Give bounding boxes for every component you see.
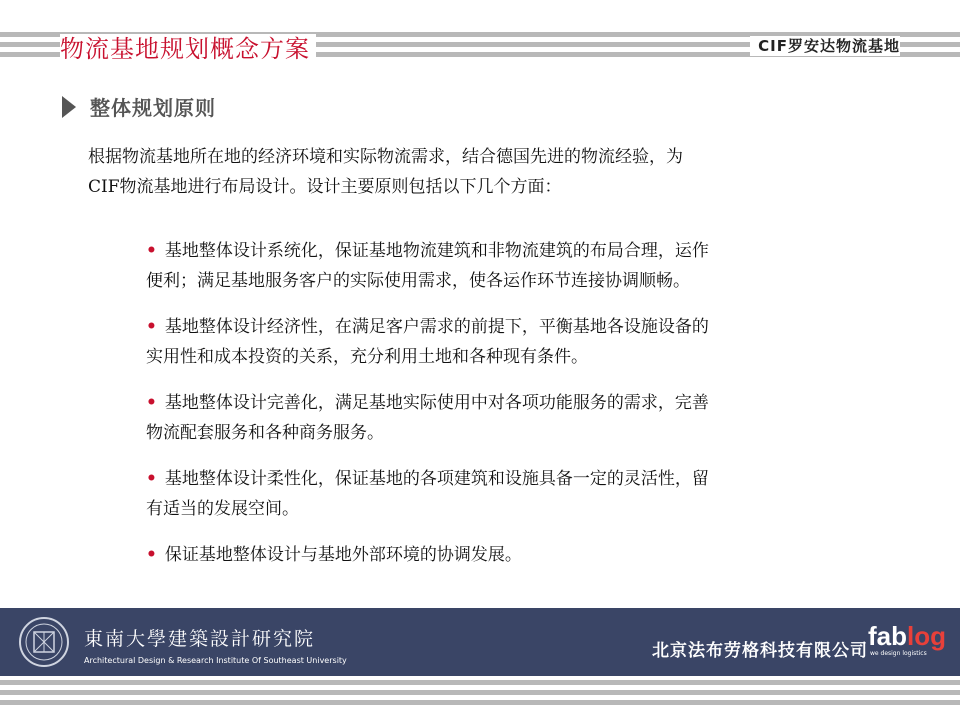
list-item-text: 基地整体设计经济性，在满足客户需求的前提下，平衡基地各设施设备的 (164, 317, 709, 337)
bullet-icon: • (146, 317, 157, 337)
list-item (146, 312, 868, 372)
principles-list (146, 236, 868, 586)
list-item-text: 基地整体设计柔性化，保证基地的各项建筑和设施具备一定的灵活性，留 (164, 469, 709, 489)
logo-log: log (907, 621, 946, 651)
list-item-text: 基地整体设计系统化，保证基地物流建筑和非物流建筑的布局合理，运作 (164, 241, 709, 261)
institute-name-cn: 東南大學建築設計研究院 (84, 628, 316, 650)
section-heading (62, 92, 216, 121)
bullet-icon: • (146, 241, 157, 261)
logo-tagline: we design logistics (870, 650, 927, 657)
list-item-text: 便利；满足基地服务客户的实际使用需求，使各运作环节连接协调顺畅。 (146, 271, 690, 291)
project-brand: CIF罗安达物流基地 (750, 36, 900, 56)
intro-line: CIF物流基地进行布局设计。设计主要原则包括以下几个方面： (88, 177, 562, 197)
footer-bar (0, 608, 960, 676)
logo-fab: fab (868, 621, 907, 651)
play-arrow-icon (62, 96, 76, 118)
list-item (146, 236, 868, 296)
page-title: 物流基地规划概念方案 (60, 34, 316, 64)
bullet-icon: • (146, 393, 157, 413)
list-item (146, 464, 868, 524)
institute-seal-icon (18, 616, 70, 668)
list-item-text: 保证基地整体设计与基地外部环境的协调发展。 (164, 545, 522, 565)
fablog-logo (868, 622, 948, 666)
institute-name-en: Architectural Design & Research Institute Of Southeast University (84, 656, 347, 665)
bullet-icon: • (146, 545, 157, 565)
bullet-icon: • (146, 469, 157, 489)
list-item-text: 实用性和成本投资的关系，充分利用土地和各种现有条件。 (146, 347, 588, 367)
list-item-text: 基地整体设计完善化，满足基地实际使用中对各项功能服务的需求，完善 (164, 393, 709, 413)
list-item-text: 有适当的发展空间。 (146, 499, 299, 519)
list-item-text: 物流配套服务和各种商务服务。 (146, 423, 384, 443)
company-name: 北京法布劳格科技有限公司 (652, 641, 868, 661)
intro-paragraph (88, 142, 868, 202)
intro-line: 根据物流基地所在地的经济环境和实际物流需求，结合德国先进的物流经验，为 (88, 147, 683, 167)
section-title: 整体规划原则 (90, 96, 216, 120)
list-item (146, 388, 868, 448)
list-item (146, 540, 868, 570)
